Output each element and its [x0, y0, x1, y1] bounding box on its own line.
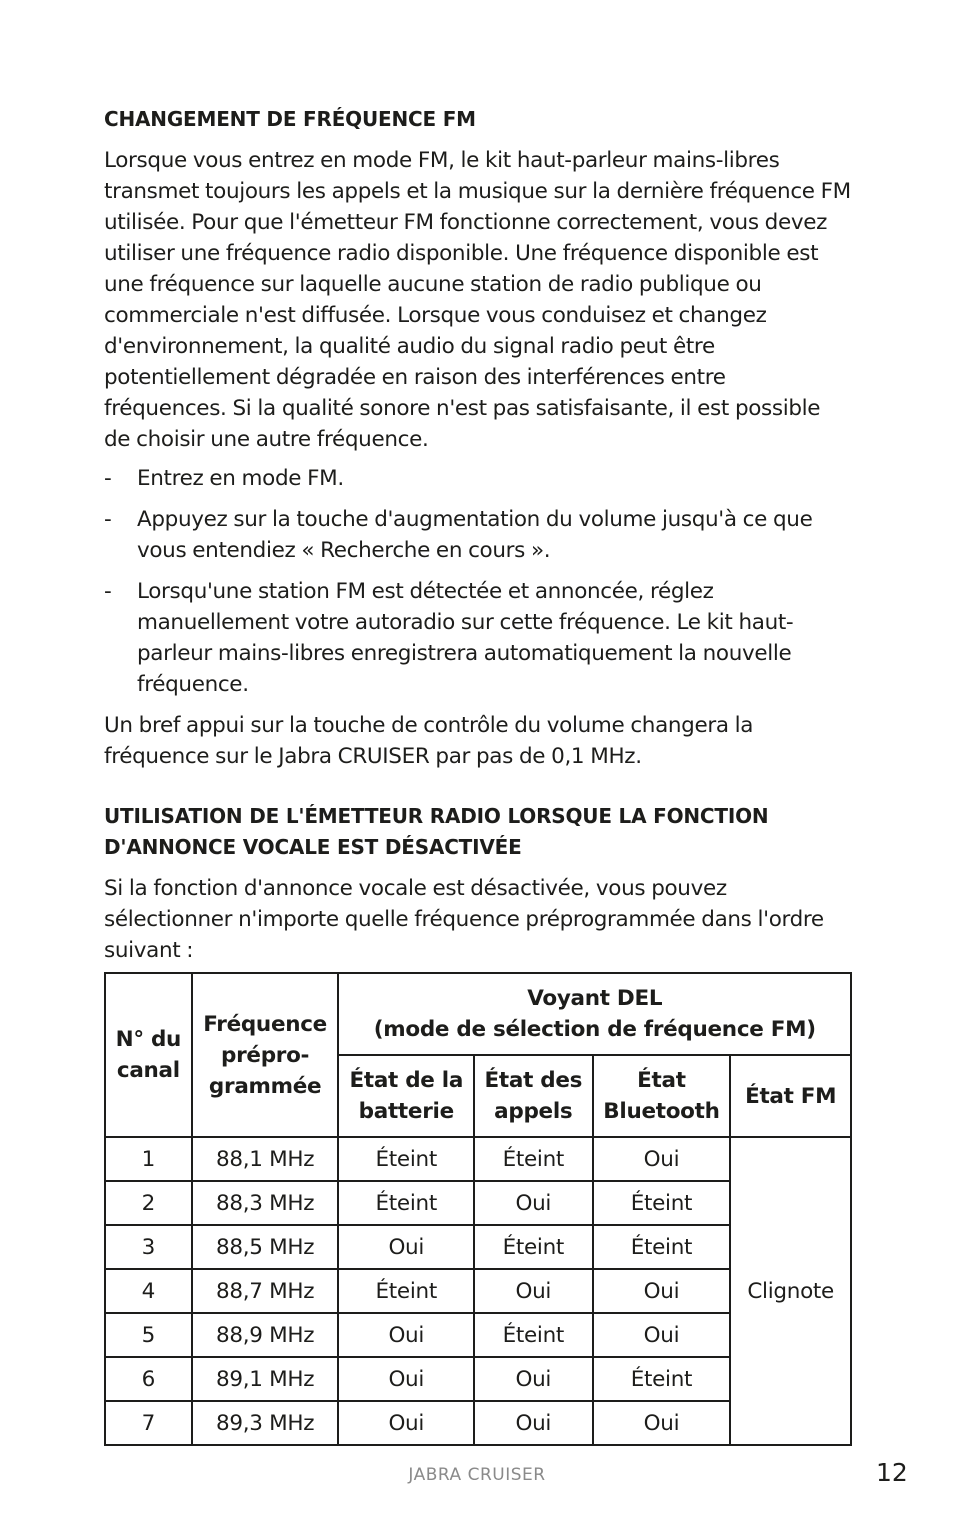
table-cell: Oui	[338, 1357, 474, 1401]
table-cell: Oui	[474, 1181, 593, 1225]
header-bluetooth: État Bluetooth	[593, 1055, 731, 1137]
section-paragraph-outro: Un bref appui sur la touche de contrôle du volume changera la fréquence sur le Jabra CRUISER par pas de 0,1 MHz.	[104, 713, 754, 769]
step-item: - Appuyez sur la touche d'augmentation du volume jusqu'à ce que vous entendiez « Recherche en cours ».	[104, 507, 813, 563]
table-cell: Oui	[593, 1401, 731, 1445]
page-number: 12	[876, 1458, 908, 1487]
header-channel: N° du canal	[105, 973, 192, 1137]
table-cell: 88,9 MHz	[192, 1313, 339, 1357]
header-led-subtitle: (mode de sélection de fréquence FM)	[373, 1017, 816, 1042]
table-cell: Oui	[593, 1269, 731, 1313]
fm-status-cell: Clignote	[730, 1137, 851, 1445]
footer-brand: JABRA CRUISER	[408, 1465, 546, 1485]
table-cell: 88,1 MHz	[192, 1137, 339, 1181]
table-cell: 88,3 MHz	[192, 1181, 339, 1225]
header-calls: État des appels	[474, 1055, 593, 1137]
header-battery: État de la batterie	[338, 1055, 474, 1137]
table-cell: 89,1 MHz	[192, 1357, 339, 1401]
header-fm: État FM	[730, 1055, 851, 1137]
table-cell: 2	[105, 1181, 192, 1225]
table-cell: 5	[105, 1313, 192, 1357]
table-cell: Oui	[338, 1225, 474, 1269]
header-led-title: Voyant DEL	[527, 986, 663, 1011]
page-content	[104, 104, 852, 966]
table-cell: 89,3 MHz	[192, 1401, 339, 1445]
step-text: Lorsqu'une station FM est détectée et annoncée, réglez manuellement votre autoradio sur cette fréquence. Le kit haut-parleur mains-libres enregistrera automatiquement la nouvelle fréquence.	[137, 579, 794, 697]
table-cell: 4	[105, 1269, 192, 1313]
section-paragraph: Lorsque vous entrez en mode FM, le kit haut-parleur mains-libres transmet toujours les appels et la musique sur la dernière fréquence FM utilisée. Pour que l'émetteur FM fonctionne correctement, vous devez utiliser une fréquence radio disponible. Une fréquence disponible est une fréquence sur laquelle aucune station de radio publique ou commerciale n'est diffusée. Lorsque vous conduisez et changez d'environnement, la qualité audio du signal radio peut être potentiellement dégradée en raison des interférences entre fréquences. Si la qualité sonore n'est pas satisfaisante, il est possible de choisir une autre fréquence.	[104, 148, 851, 452]
table-cell: Éteint	[593, 1357, 731, 1401]
section-title-fm-frequency: CHANGEMENT DE FRÉQUENCE FM	[104, 107, 476, 131]
table-row	[105, 1137, 851, 1181]
section-paragraph-2: Si la fonction d'annonce vocale est désactivée, vous pouvez sélectionner n'importe quelle fréquence préprogrammée dans l'ordre suivant :	[104, 876, 824, 963]
table-cell: Éteint	[593, 1181, 731, 1225]
table-cell: Oui	[338, 1313, 474, 1357]
table-cell: Oui	[474, 1357, 593, 1401]
table-cell: Oui	[474, 1269, 593, 1313]
table-cell: Éteint	[338, 1137, 474, 1181]
table-cell: Éteint	[593, 1225, 731, 1269]
table-cell: Éteint	[474, 1313, 593, 1357]
table-cell: 3	[105, 1225, 192, 1269]
step-text: Appuyez sur la touche d'augmentation du volume jusqu'à ce que vous entendiez « Recherche en cours ».	[137, 507, 813, 563]
step-text: Entrez en mode FM.	[137, 466, 344, 491]
table-cell: Oui	[593, 1313, 731, 1357]
table-cell: Oui	[338, 1401, 474, 1445]
table-cell: Éteint	[338, 1269, 474, 1313]
table-cell: 7	[105, 1401, 192, 1445]
header-led-group	[338, 973, 851, 1055]
header-frequency: Fréquence prépro-grammée	[192, 973, 339, 1137]
table-cell: 88,5 MHz	[192, 1225, 339, 1269]
frequency-table	[104, 972, 852, 1446]
step-item: - Entrez en mode FM.	[104, 466, 344, 491]
table-cell: Éteint	[474, 1225, 593, 1269]
table-cell: Éteint	[338, 1181, 474, 1225]
table-cell: 6	[105, 1357, 192, 1401]
step-item: - Lorsqu'une station FM est détectée et annoncée, réglez manuellement votre autoradio sur cette fréquence. Le kit haut-parleur mains-libres enregistrera automatiquement la nouvelle fréquence.	[104, 579, 794, 697]
table-cell: Oui	[474, 1401, 593, 1445]
table-cell: Oui	[593, 1137, 731, 1181]
table-body	[105, 1137, 851, 1445]
table-cell: Éteint	[474, 1137, 593, 1181]
section-title-radio-transmitter: UTILISATION DE L'ÉMETTEUR RADIO LORSQUE LA FONCTION D'ANNONCE VOCALE EST DÉSACTIVÉE	[104, 804, 769, 859]
table-cell: 1	[105, 1137, 192, 1181]
table-cell: 88,7 MHz	[192, 1269, 339, 1313]
steps-list	[104, 463, 852, 700]
